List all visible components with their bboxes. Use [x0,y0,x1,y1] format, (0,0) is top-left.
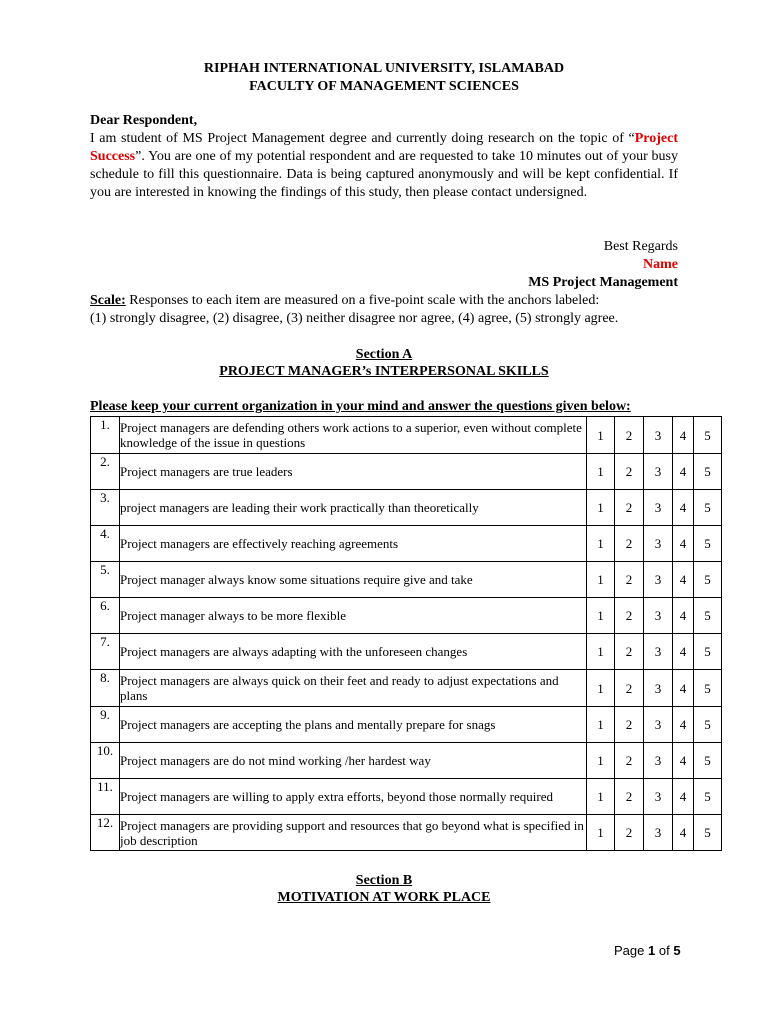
question-row [91,779,722,815]
scale-option-5[interactable]: 5 [694,490,722,526]
scale-option-2[interactable]: 2 [615,562,644,598]
question-number: 5. [91,562,120,598]
scale-option-3[interactable]: 3 [644,743,673,779]
question-row [91,634,722,670]
page-word: Page [614,943,645,958]
scale-option-5[interactable]: 5 [694,634,722,670]
section-b-subtitle: MOTIVATION AT WORK PLACE [277,890,491,905]
scale-option-1[interactable]: 1 [587,743,615,779]
scale-option-3[interactable]: 3 [644,454,673,490]
scale-option-5[interactable]: 5 [694,779,722,815]
scale-option-2[interactable]: 2 [615,670,644,707]
scale-option-5[interactable]: 5 [694,417,722,454]
scale-option-5[interactable]: 5 [694,598,722,634]
scale-option-5[interactable]: 5 [694,526,722,562]
scale-option-1[interactable]: 1 [587,815,615,851]
scale-option-2[interactable]: 2 [615,743,644,779]
question-row [91,526,722,562]
scale-option-4[interactable]: 4 [673,598,694,634]
scale-option-2[interactable]: 2 [615,815,644,851]
page-number [614,943,681,958]
scale-option-4[interactable]: 4 [673,454,694,490]
scale-option-3[interactable]: 3 [644,779,673,815]
question-text: Project managers are do not mind working /her hardest way [120,743,587,779]
scale-option-4[interactable]: 4 [673,490,694,526]
scale-option-4[interactable]: 4 [673,634,694,670]
scale-option-3[interactable]: 3 [644,670,673,707]
current-page: 1 [648,943,656,958]
question-text: Project manager always know some situations require give and take [120,562,587,598]
scale-option-5[interactable]: 5 [694,562,722,598]
scale-option-3[interactable]: 3 [644,598,673,634]
scale-option-4[interactable]: 4 [673,670,694,707]
question-row [91,598,722,634]
question-number: 1. [91,417,120,454]
scale-option-3[interactable]: 3 [644,417,673,454]
question-number: 8. [91,670,120,707]
scale-option-3[interactable]: 3 [644,562,673,598]
total-pages: 5 [673,943,681,958]
intro-text-before: I am student of MS Project Management degree and currently doing research on the topic of “ [90,131,635,146]
question-number: 3. [91,490,120,526]
question-number: 4. [91,526,120,562]
question-number: 6. [91,598,120,634]
scale-label: Scale: [90,293,126,308]
scale-option-1[interactable]: 1 [587,562,615,598]
university-title: RIPHAH INTERNATIONAL UNIVERSITY, ISLAMABAD [203,61,565,76]
scale-anchors: (1) strongly disagree, (2) disagree, (3) neither disagree nor agree, (4) agree, (5) strongly agree. [90,311,619,326]
research-topic: Project Success [90,131,678,164]
sender-name: Name [643,257,678,272]
scale-option-2[interactable]: 2 [615,634,644,670]
intro-paragraph [90,130,678,202]
question-row [91,417,722,454]
question-text: Project managers are always adapting with the unforeseen changes [120,634,587,670]
scale-option-5[interactable]: 5 [694,743,722,779]
question-number: 2. [91,454,120,490]
question-text: Project managers are accepting the plans and mentally prepare for snags [120,707,587,743]
scale-option-3[interactable]: 3 [644,707,673,743]
section-a-title: Section A [355,347,413,362]
scale-option-4[interactable]: 4 [673,743,694,779]
section-a-subtitle: PROJECT MANAGER’s INTERPERSONAL SKILLS [219,364,549,379]
scale-option-1[interactable]: 1 [587,526,615,562]
scale-option-2[interactable]: 2 [615,779,644,815]
questionnaire-table [90,416,722,851]
question-text: project managers are leading their work practically than theoretically [120,490,587,526]
sender-program: MS Project Management [528,275,678,290]
scale-option-2[interactable]: 2 [615,490,644,526]
scale-option-1[interactable]: 1 [587,779,615,815]
scale-option-1[interactable]: 1 [587,417,615,454]
scale-option-4[interactable]: 4 [673,417,694,454]
question-number: 9. [91,707,120,743]
scale-option-4[interactable]: 4 [673,526,694,562]
question-number: 11. [91,779,120,815]
question-row [91,707,722,743]
question-number: 7. [91,634,120,670]
question-number: 12. [91,815,120,851]
question-text: Project managers are effectively reaching agreements [120,526,587,562]
scale-option-2[interactable]: 2 [615,417,644,454]
question-text: Project managers are always quick on their feet and ready to adjust expectations and plans [120,670,587,707]
of-word: of [658,943,670,958]
question-text: Project managers are defending others work actions to a superior, even without complete knowledge of the issue in questions [120,417,587,454]
question-text: Project managers are providing support and resources that go beyond what is specified in job description [120,815,587,851]
scale-option-5[interactable]: 5 [694,815,722,851]
scale-option-3[interactable]: 3 [644,490,673,526]
closing: Best Regards [603,239,678,254]
faculty-title: FACULTY OF MANAGEMENT SCIENCES [249,79,519,94]
scale-option-3[interactable]: 3 [644,815,673,851]
question-row [91,815,722,851]
question-row [91,454,722,490]
scale-option-5[interactable]: 5 [694,707,722,743]
scale-option-2[interactable]: 2 [615,707,644,743]
intro-text-after: ”. You are one of my potential respondent and are requested to take 10 minutes out of your busy schedule to fill this questionnaire. Data is being captured anonymously and will be kept confidential. If you are interested in knowing the findings of this study, then please contact undersigned. [90,149,678,200]
scale-option-4[interactable]: 4 [673,779,694,815]
scale-option-3[interactable]: 3 [644,634,673,670]
scale-option-5[interactable]: 5 [694,454,722,490]
section-b-title: Section B [355,873,413,888]
scale-option-1[interactable]: 1 [587,707,615,743]
question-row [91,490,722,526]
question-row [91,670,722,707]
scale-text: Responses to each item are measured on a five-point scale with the anchors labeled: [125,293,600,308]
scale-option-1[interactable]: 1 [587,634,615,670]
scale-option-1[interactable]: 1 [587,490,615,526]
question-text: Project managers are true leaders [120,454,587,490]
scale-option-1[interactable]: 1 [587,454,615,490]
scale-description [90,292,599,310]
scale-option-4[interactable]: 4 [673,562,694,598]
scale-option-1[interactable]: 1 [587,670,615,707]
question-text: Project managers are willing to apply extra efforts, beyond those normally required [120,779,587,815]
question-number: 10. [91,743,120,779]
scale-option-1[interactable]: 1 [587,598,615,634]
scale-option-2[interactable]: 2 [615,454,644,490]
question-text: Project manager always to be more flexible [120,598,587,634]
scale-option-2[interactable]: 2 [615,526,644,562]
scale-option-4[interactable]: 4 [673,707,694,743]
scale-option-2[interactable]: 2 [615,598,644,634]
question-row [91,743,722,779]
section-a-instruction: Please keep your current organization in your mind and answer the questions given below: [90,399,631,414]
scale-option-3[interactable]: 3 [644,526,673,562]
scale-option-5[interactable]: 5 [694,670,722,707]
question-row [91,562,722,598]
salutation: Dear Respondent, [90,113,198,128]
scale-option-4[interactable]: 4 [673,815,694,851]
